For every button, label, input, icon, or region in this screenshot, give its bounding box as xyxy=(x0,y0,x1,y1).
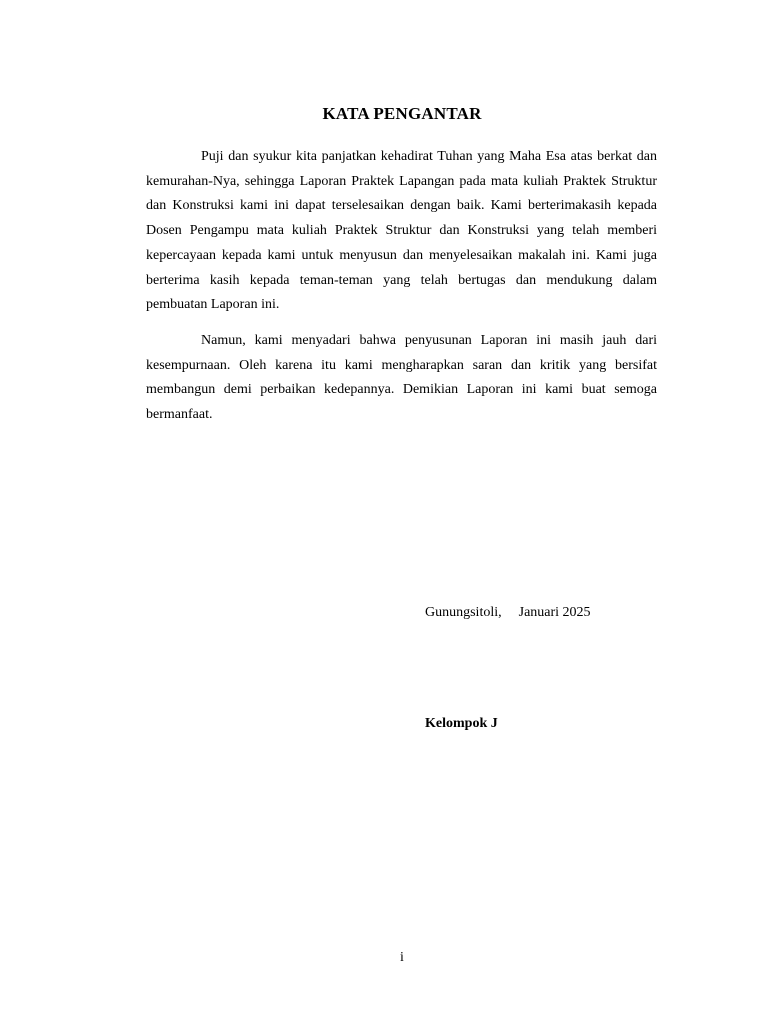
place-text: Gunungsitoli, xyxy=(425,605,502,620)
date-text: Januari 2025 xyxy=(518,605,591,620)
page-title: KATA PENGANTAR xyxy=(322,104,482,123)
paragraph-2: Namun, kami menyadari bahwa penyusunan Laporan ini masih jauh dari kesempurnaan. Oleh karena itu kami mengharapkan saran dan kritik yang bersifat membangun demi perbaikan kedepannya. Demikian Laporan ini kami buat semoga bermanfaat. xyxy=(146,332,657,423)
signature-text: Kelompok J xyxy=(425,716,498,731)
page-number: i xyxy=(400,950,404,965)
paragraph-1: Puji dan syukur kita panjatkan kehadirat Tuhan yang Maha Esa atas berkat dan kemurahan-Nya, sehingga Laporan Praktek Lapangan pada mata kuliah Praktek Struktur dan Konstruksi kami ini dapat terselesaikan dengan baik. Kami berterimakasih kepada Dosen Pengampu mata kuliah Praktek Struktur dan Konstruksi yang telah memberi kepercayaan kepada kami untuk menyusun dan menyelesaikan makalah ini. Kami juga berterima kasih kepada teman-teman yang telah bertugas dan mendukung dalam pembuatan Laporan ini. xyxy=(146,149,657,313)
place-date-line xyxy=(425,603,591,623)
body-text xyxy=(146,145,657,428)
